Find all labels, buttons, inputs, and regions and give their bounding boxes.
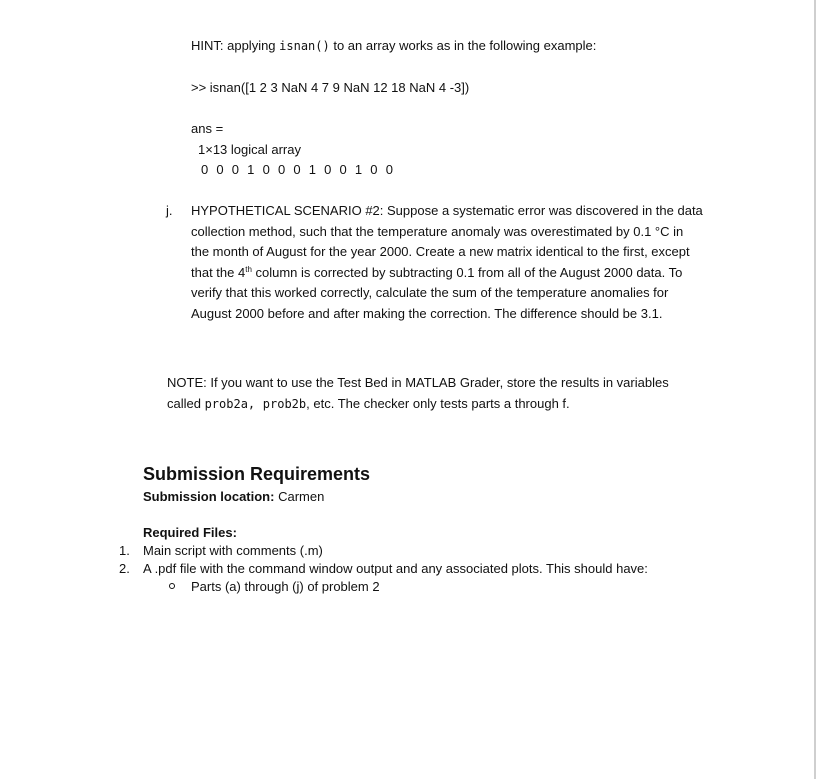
array-value: 0 (231, 162, 240, 177)
note-line2-pre: called (167, 396, 205, 411)
array-value: 0 (370, 162, 378, 177)
hint-code: isnan() (279, 39, 330, 53)
required-files-label: Required Files: (143, 525, 237, 540)
array-value: 0 (277, 162, 286, 177)
array-value: 0 (201, 162, 209, 177)
item-j-line: the month of August for the year 2000. Create a new matrix identical to the first, except (191, 244, 690, 260)
ans-label: ans = (191, 121, 224, 136)
submission-location-value: Carmen (274, 489, 325, 504)
submission-location-label: Submission location: (143, 489, 275, 504)
hollow-bullet-icon (169, 583, 175, 589)
note-line-2 (167, 393, 669, 415)
example-command: >> isnan([1 2 3 NaN 4 7 9 NaN 12 18 NaN 4 -3]) (191, 80, 470, 95)
hint-suffix: to an array works as in the following example: (329, 38, 597, 53)
item-j-paragraph (191, 201, 721, 325)
item-j-line4-post: column is corrected by subtracting 0.1 from all of the August 2000 data. To (251, 264, 683, 280)
array-value: 0 (339, 162, 347, 177)
array-value: 0 (293, 162, 301, 177)
hint-prefix: HINT: applying (191, 38, 280, 53)
note-code-prob2b: prob2b (262, 397, 307, 411)
list-item-text: A .pdf file with the command window output and any associated plots. This should have: (143, 561, 648, 576)
array-value: 0 (385, 162, 393, 177)
item-j-line4-pre: that the 4 (191, 264, 246, 280)
item-j-line (191, 263, 721, 284)
array-value: 1 (354, 162, 363, 177)
array-value: 1 (308, 162, 316, 177)
note-line-1: NOTE: If you want to use the Test Bed in MATLAB Grader, store the results in variables (167, 375, 669, 390)
list-number: 1. (119, 543, 130, 558)
array-value: 0 (216, 162, 224, 177)
note-paragraph (167, 372, 669, 415)
note-code-prob2a: prob2a, (204, 397, 256, 411)
superscript-th: th (245, 264, 252, 274)
item-j-line: HYPOTHETICAL SCENARIO #2: Suppose a systematic error was discovered in the data (191, 203, 703, 218)
item-j-label: j. (166, 203, 173, 218)
array-description: 1×13 logical array (198, 142, 301, 157)
array-value: 0 (262, 162, 270, 177)
item-j-line: August 2000 before and after making the correction. The difference should be 3.1. (191, 305, 663, 321)
submission-location (143, 488, 324, 505)
list-item-text: Main script with comments (.m) (143, 543, 323, 558)
array-value: 1 (247, 162, 255, 177)
list-number: 2. (119, 561, 130, 576)
note-line2-post: , etc. The checker only tests parts a through f. (306, 396, 570, 411)
logical-array-values (201, 161, 401, 178)
submission-heading: Submission Requirements (143, 464, 371, 484)
sub-list-item-text: Parts (a) through (j) of problem 2 (191, 579, 380, 594)
item-j-line: verify that this worked correctly, calculate the sum of the temperature anomalies for (191, 285, 669, 301)
hint-line (191, 37, 596, 55)
array-value: 0 (324, 162, 332, 177)
item-j-line: collection method, such that the temperature anomaly was overestimated by 0.1 °C in (191, 223, 684, 239)
